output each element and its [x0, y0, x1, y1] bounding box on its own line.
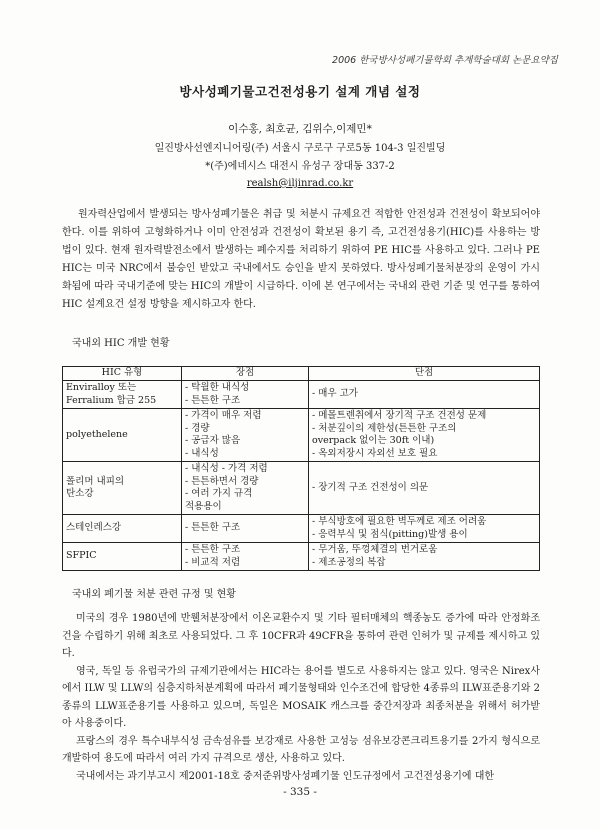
cell-line: - 경량: [185, 422, 210, 434]
body-paragraph: 영국, 독일 등 유럽국가의 규제기관에서는 HIC라는 용어를 별도로 사용하지는 않고 있다. 영국은 Nirex사에서 ILW 및 LLW의 심층지하처분계획에 따라서 폐기물형태와 인수조건에 합당한 4종류의 ILW표준용기와 2종류의 LLW표준용기를 사용하고 있으며, 독일은 MOSAIK 캐스크를 중간저장과 최종처분을 위해서 허가받아 사용중이다.: [62, 665, 540, 729]
regulations-body: [62, 610, 540, 785]
hic-comparison-table: [62, 366, 540, 571]
cell-line: 탄소강: [66, 488, 94, 499]
cell-line: - 장기적 구조 건전성이 의문: [312, 481, 429, 493]
cell-cons: [309, 543, 540, 571]
cell-line: - 튼튼한 구조: [185, 544, 241, 555]
body-paragraph: 국내에서는 과기부고시 제2001-18호 중저준위방사성폐기물 인도규정에서 고건전성용기에 대한: [76, 770, 495, 782]
cell-line: 폴리머 내피의: [66, 475, 125, 487]
abstract: 원자력산업에서 발생되는 방사성폐기물은 취급 및 처분시 규제요건 적합한 안전성과 건전성이 확보되어야 한다. 이를 위하여 고형화하거나 이미 안전성과 건전성이 확보된 용기 즉, 고건전성용기(HIC)를 사용하는 방법이 있다. 현재 원자력발전소에서 발생하는 폐수지를 처리하기 위하여 PE HIC를 사용하고 있다. 그러나 PE HIC는 미국 NRC에서 불승인 받았고 국내에서도 승인을 받지 못하였다. 방사성폐기물처분장의 운영이 가시화됨에 따라 국내기준에 맞는 HIC의 개발이 시급하다. 이에 본 연구에서는 국내외 관련 기준 및 연구를 통하여 HIC 설계요건 설정 방향을 제시하고자 한다.: [62, 209, 540, 310]
author-email[interactable]: realsh@iljinrad.co.kr: [246, 178, 354, 189]
affiliation-1: 일진방사선엔지니어링(주) 서울시 구로구 구로5동 104-3 일진빌딩: [154, 143, 446, 154]
cell-line: - 튼튼한 구조: [185, 522, 241, 534]
cell-hic-type: [63, 543, 182, 571]
table-row: [63, 543, 540, 571]
cell-line: - 매우 고가: [312, 388, 358, 400]
table-header-row: [63, 367, 540, 381]
body-paragraph: 프랑스의 경우 특수내부식성 금속섬유를 보강재로 사용한 고성능 섬유보강콘크리트용기를 2가지 형식으로 개발하여 용도에 따라서 여러 가지 규격으로 생산, 사용하고 있다.: [62, 735, 540, 764]
cell-line: - 공급자 많음: [185, 435, 241, 446]
cell-line: - 부식방호에 필요한 벽두께로 제조 어려움: [312, 516, 487, 527]
table-row: [63, 515, 540, 543]
paper-title: 방사성폐기물고건전성용기 설계 개념 설정: [179, 84, 421, 99]
cell-pros: [182, 543, 309, 571]
table-row: [63, 462, 540, 515]
table-row: [63, 409, 540, 462]
cell-hic-type: [63, 515, 182, 543]
cell-line: overpack 없이는 30ft 이내): [312, 435, 435, 446]
cell-line: - 응력부식 및 점식(pitting)발생 용이: [312, 528, 468, 540]
cell-line: 적용용이: [185, 500, 222, 512]
cell-line: - 튼튼하면서 경량: [185, 475, 259, 487]
authors: 이수홍, 최호균, 김위수,이제민*: [228, 123, 372, 135]
cell-hic-type: [63, 381, 182, 409]
cell-line: Ferralium 합금 255: [66, 394, 157, 406]
cell-line: - 비교적 저렴: [185, 556, 241, 568]
cell-cons: [309, 409, 540, 462]
cell-cons: [309, 462, 540, 515]
page-number: - 335 -: [283, 786, 317, 798]
cell-hic-type: [63, 462, 182, 515]
cell-line: - 내식성: [185, 447, 219, 459]
body-paragraph: 미국의 경우 1980년에 반웰처분장에서 이온교환수지 및 기타 필터매체의 핵종농도 증가에 따라 안정화조건을 수립하기 위해 최초로 사용되었다. 그 후 10CFR과 49CFR을 통하여 관련 인허가 및 규제를 제시하고 있다.: [62, 613, 540, 659]
cell-line: - 탁월한 내식성: [185, 382, 250, 393]
cell-line: - 무거움, 뚜껑체결의 번거로움: [312, 544, 438, 555]
cell-line: - 메몰트렌취에서 장기적 구조 건전성 문제: [312, 410, 487, 421]
cell-line: - 여러 가지 규격: [185, 488, 253, 499]
cell-line: - 옥외저장시 자외선 보호 필요: [312, 447, 438, 459]
cell-line: - 처분깊이의 제한성(튼튼한 구조의: [312, 422, 457, 434]
cell-line: 스테인레스강: [66, 522, 122, 534]
cell-line: polyethelene: [66, 428, 128, 440]
col-header-type: HIC 유형: [63, 367, 182, 381]
cell-pros: [182, 409, 309, 462]
cell-line: - 제조공정의 복잡: [312, 556, 386, 568]
col-header-cons: 단점: [309, 367, 540, 381]
cell-line: SFPIC: [66, 550, 97, 562]
cell-pros: [182, 462, 309, 515]
cell-cons: [309, 515, 540, 543]
cell-pros: [182, 515, 309, 543]
conference-header: 2006 한국방사성폐기물학회 추계학술대회 논문요약집: [332, 55, 558, 66]
table-row: [63, 381, 540, 409]
cell-cons: [309, 381, 540, 409]
col-header-pros: 장점: [182, 367, 309, 381]
cell-hic-type: [63, 409, 182, 462]
section-heading-regulations: 국내외 폐기물 처분 관련 규정 및 현황: [72, 589, 236, 600]
cell-line: - 가격이 매우 저렴: [185, 410, 262, 421]
cell-line: - 튼튼한 구조: [185, 394, 241, 406]
cell-line: Enviralloy 또는: [66, 382, 137, 393]
section-heading-hic-status: 국내외 HIC 개발 현황: [72, 338, 170, 349]
cell-line: - 내식성 - 가격 저렴: [185, 463, 268, 474]
affiliation-2: *(주)에네시스 대전시 유성구 장대동 337-2: [205, 161, 395, 172]
cell-pros: [182, 381, 309, 409]
